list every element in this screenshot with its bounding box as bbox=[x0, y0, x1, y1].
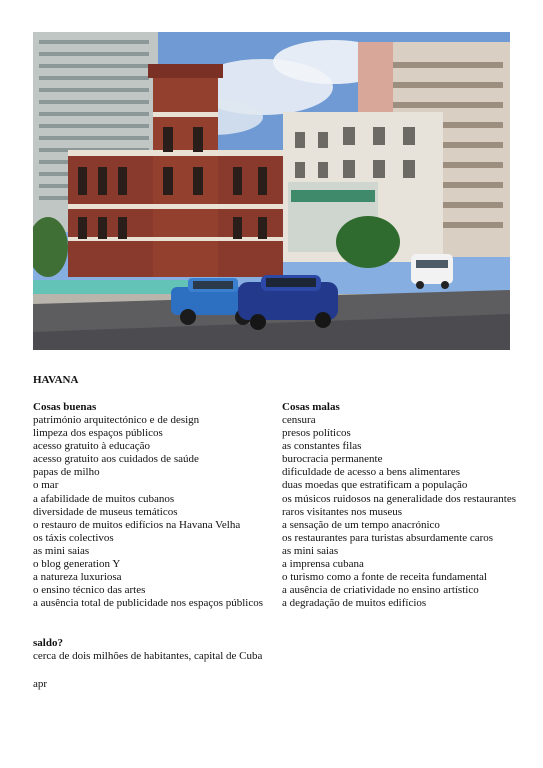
list-item: as mini saias bbox=[282, 544, 339, 557]
list-item: a sensação de um tempo anacrónico bbox=[282, 518, 440, 531]
list-item: dificuldade de acesso a bens alimentares bbox=[282, 466, 461, 479]
list-item: o blog generation Y bbox=[33, 558, 121, 571]
list-item: património arquitectónico e de design bbox=[33, 414, 200, 426]
list-item: a degradação de muitos edifícios bbox=[282, 597, 427, 610]
list-item: a afabilidade de muitos cubanos bbox=[33, 492, 175, 505]
summary-block bbox=[33, 637, 333, 663]
list-item: os músicos ruidosos na generalidade dos restaurantes bbox=[282, 492, 516, 505]
list-item: os táxis colectivos bbox=[33, 531, 114, 544]
list-item: censura bbox=[282, 414, 316, 426]
summary-heading: saldo? bbox=[33, 637, 63, 649]
list-item: o mar bbox=[33, 479, 59, 492]
author-signature: apr bbox=[33, 678, 48, 690]
list-item: a ausência total de publicidade nos espaços públicos bbox=[33, 597, 264, 610]
list-item: burocracia permanente bbox=[282, 453, 383, 466]
list-item: limpeza dos espaços públicos bbox=[33, 427, 163, 440]
list-item: as constantes filas bbox=[282, 440, 362, 453]
good-things-column bbox=[33, 401, 283, 610]
list-item: o restauro de muitos edifícios na Havana Velha bbox=[33, 518, 241, 531]
list-item: acesso gratuito à educação bbox=[33, 440, 150, 453]
bad-things-heading: Cosas malas bbox=[282, 401, 340, 413]
list-item: diversidade de museus temáticos bbox=[33, 505, 178, 518]
good-things-list bbox=[33, 414, 283, 610]
list-item: duas moedas que estratificam a população bbox=[282, 479, 468, 492]
list-item: acesso gratuito aos cuidados de saúde bbox=[33, 453, 199, 466]
list-item: a ausência de criatividade no ensino artístico bbox=[282, 584, 479, 597]
bad-things-column bbox=[282, 401, 522, 610]
list-item: o turismo como a fonte de receita fundamental bbox=[282, 571, 487, 584]
list-item: presos políticos bbox=[282, 427, 351, 440]
list-item: os restaurantes para turistas absurdamente caros bbox=[282, 531, 494, 544]
list-item: o ensino técnico das artes bbox=[33, 584, 146, 597]
document-title: HAVANA bbox=[33, 374, 79, 386]
list-item: as mini saias bbox=[33, 544, 90, 557]
good-things-heading: Cosas buenas bbox=[33, 401, 97, 413]
list-item: papas de milho bbox=[33, 466, 100, 479]
list-item: a natureza luxuriosa bbox=[33, 571, 122, 584]
list-item: a imprensa cubana bbox=[282, 558, 364, 571]
street-photo bbox=[33, 32, 510, 350]
list-item: raros visitantes nos museus bbox=[282, 505, 403, 518]
bad-things-list bbox=[282, 414, 522, 610]
summary-text: cerca de dois milhões de habitantes, capital de Cuba bbox=[33, 650, 263, 662]
